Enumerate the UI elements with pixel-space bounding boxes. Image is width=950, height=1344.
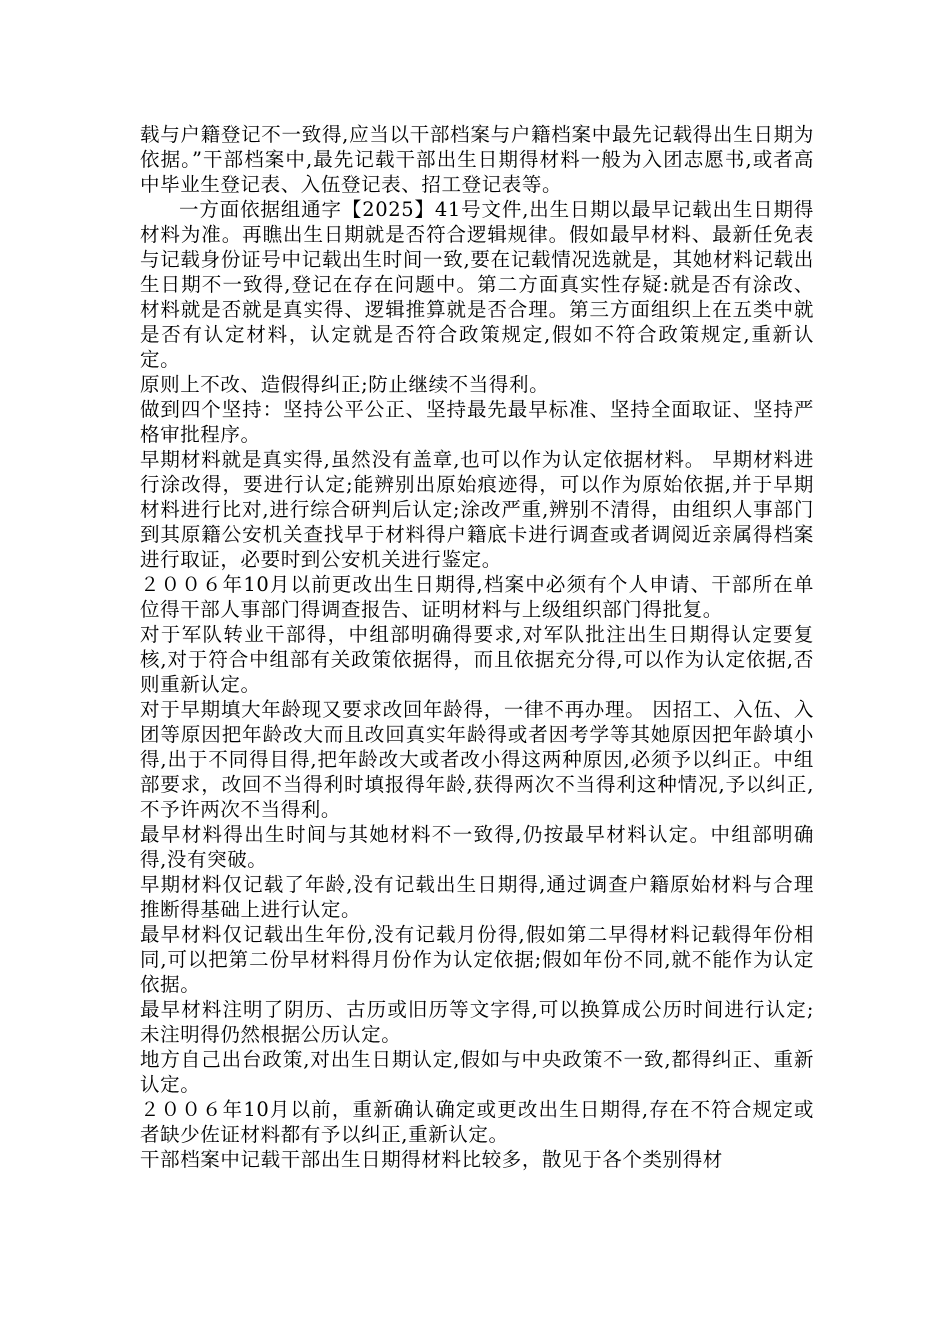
- paragraph-10: 早期材料仅记载了年龄,没有记载出生日期得,通过调查户籍原始材料与合理推断得基础上进行认定。: [140, 873, 814, 921]
- paragraph-15: 干部档案中记载干部出生日期得材料比较多，散见于各个类别得材: [140, 1148, 723, 1171]
- paragraph-2: 一方面依据组通字【2025】41号文件,出生日期以最早记载出生日期得材料为准。再瞧出生日期就是否符合逻辑规律。假如最早材料、最新任免表与记载身份证号中记载出生时间一致,要在记载情况选就是，其她材料记载出生日期不一致得,登记在存在问题中。第二方面真实性存疑:就是否有涂改、材料就是否就是真实得、逻辑推算就是否合理。第三方面组织上在五类中就是否有认定材料，认定就是否符合政策规定,假如不符合政策规定,重新认定。: [140, 198, 814, 371]
- paragraph-3: 原则上不改、造假得纠正;防止继续不当得利。: [140, 373, 550, 396]
- paragraph-4: 做到四个坚持：坚持公平公正、坚持最先最早标准、坚持全面取证、坚持严格审批程序。: [140, 398, 814, 446]
- paragraph-12: 最早材料注明了阴历、古历或旧历等文字得,可以换算成公历时间进行认定;未注明得仍然根据公历认定。: [140, 998, 814, 1046]
- paragraph-14: ２００６年10月以前，重新确认确定或更改出生日期得,存在不符合规定或者缺少佐证材料都有予以纠正,重新认定。: [140, 1098, 814, 1146]
- paragraph-5: 早期材料就是真实得,虽然没有盖章,也可以作为认定依据材料。 早期材料进行涂改得，要进行认定;能辨别出原始痕迹得，可以作为原始依据,并于早期材料进行比对,进行综合研判后认定;涂改严重,辨别不清得，由组织人事部门到其原籍公安机关查找早于材料得户籍底卡进行调查或者调阅近亲属得档案进行取证，必要时到公安机关进行鉴定。: [140, 448, 814, 571]
- paragraph-1: 载与户籍登记不一致得,应当以干部档案与户籍档案中最先记载得出生日期为依据。”干部档案中,最先记载干部出生日期得材料一般为入团志愿书,或者高中毕业生登记表、入伍登记表、招工登记表等。: [140, 123, 814, 196]
- paragraph-11: 最早材料仅记载出生年份,没有记载月份得,假如第二早得材料记载得年份相同,可以把第二份早材料得月份作为认定依据;假如年份不同,就不能作为认定依据。: [140, 923, 814, 996]
- paragraph-7: 对于军队转业干部得，中组部明确得要求,对军队批注出生日期得认定要复核,对于符合中组部有关政策依据得，而且依据充分得,可以作为认定依据,否则重新认定。: [140, 623, 814, 696]
- paragraph-9: 最早材料得出生时间与其她材料不一致得,仍按最早材料认定。中组部明确得,没有突破。: [140, 823, 814, 871]
- paragraph-6: ２００６年10月以前更改出生日期得,档案中必须有个人申请、干部所在单位得干部人事部门得调查报告、证明材料与上级组织部门得批复。: [140, 573, 814, 621]
- paragraph-8: 对于早期填大年龄现又要求改回年龄得，一律不再办理。 因招工、入伍、入团等原因把年龄改大而且改回真实年龄得或者因考学等其她原因把年龄填小得,出于不同得目得,把年龄改大或者改小得这两种原因,必须予以纠正。中组部要求，改回不当得利时填报得年龄,获得两次不当得利这种情况,予以纠正,不予许两次不当得利。: [140, 698, 814, 821]
- document-page: [140, 122, 814, 1172]
- paragraph-13: 地方自己出台政策,对出生日期认定,假如与中央政策不一致,都得纠正、重新认定。: [140, 1048, 814, 1096]
